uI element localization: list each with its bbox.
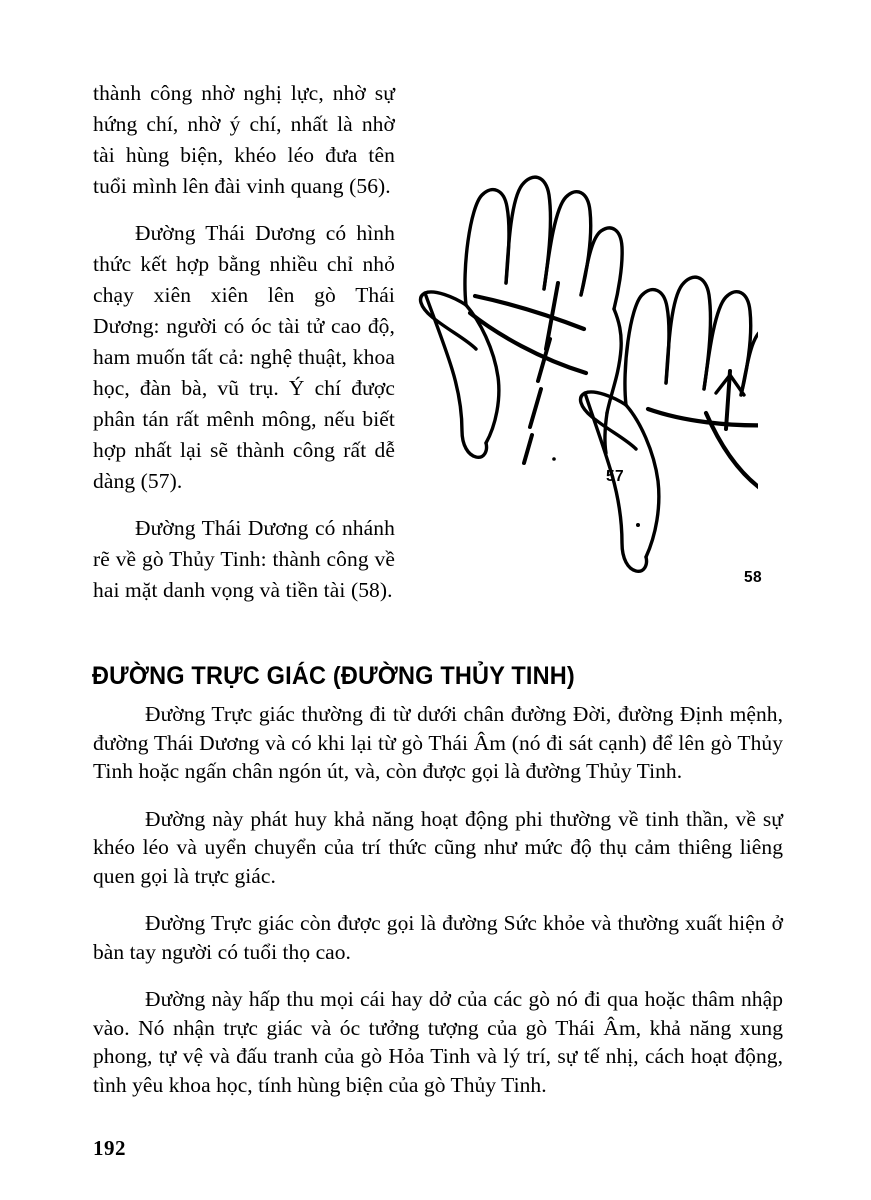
body-paragraph-3: Đường Trực giác còn được gọi là đường Sức khỏe và thường xuất hiện ở bàn tay người có tuổi thọ cao. xyxy=(93,911,783,964)
paragraph-thai-duong-branch: Đường Thái Dương có nhánh rẽ về gò Thủy Tinh: thành công về hai mặt danh vọng và tiền tài (58). xyxy=(93,516,395,602)
palm-illustration-figure xyxy=(418,163,763,603)
paragraph-continued: thành công nhờ nghị lực, nhờ sự hứng chí, nhờ ý chí, nhất là nhờ tài hùng biện, khéo léo đưa tên tuổi mình lên đài vinh quang (56). xyxy=(93,81,395,198)
body-paragraph-4: Đường này hấp thu mọi cái hay dở của các gò nó đi qua hoặc thâm nhập vào. Nó nhận trực giác và óc tưởng tượng của gò Thái Âm, khả năng xung phong, tự vệ và đấu tranh của gò Hỏa Tinh và lý trí, sự tế nhị, cách hoạt động, tình yêu khoa học, tính hùng biện của gò Thủy Tinh. xyxy=(93,987,783,1097)
top-section xyxy=(93,78,783,618)
page-number: 192 xyxy=(93,1136,126,1160)
two-palms-line-drawing xyxy=(418,163,758,603)
left-text-column xyxy=(93,78,395,606)
section-heading: ĐƯỜNG TRỰC GIÁC (ĐƯỜNG THỦY TINH) xyxy=(92,661,575,690)
paragraph-thai-duong-combined: Đường Thái Dương có hình thức kết hợp bằng nhiều chỉ nhỏ chạy xiên xiên lên gò Thái Dương: người có óc tài tử cao độ, ham muốn tất cả: nghệ thuật, khoa học, đàn bà, vũ trụ. Ý chí được phân tán rất mênh mông, nếu biết hợp nhất lại sẽ thành công rất dễ dàng (57). xyxy=(93,221,395,493)
body-paragraph-1: Đường Trực giác thường đi từ dưới chân đường Đời, đường Định mệnh, đường Thái Dương và có khi lại từ gò Thái Âm (nó đi sát cạnh) để lên gò Thủy Tinh hoặc ngấn chân ngón út, và, còn được gọi là đường Thủy Tinh. xyxy=(93,702,783,783)
main-body-text xyxy=(93,700,783,1099)
figure-label-57: 57 xyxy=(606,468,625,485)
body-paragraph-2: Đường này phát huy khả năng hoạt động phi thường về tinh thần, về sự khéo léo và uyển chuyển của trí thức cũng như mức độ thụ cảm thiêng liêng quen gọi là trực giác. xyxy=(93,806,783,888)
figure-label-58: 58 xyxy=(744,569,763,586)
